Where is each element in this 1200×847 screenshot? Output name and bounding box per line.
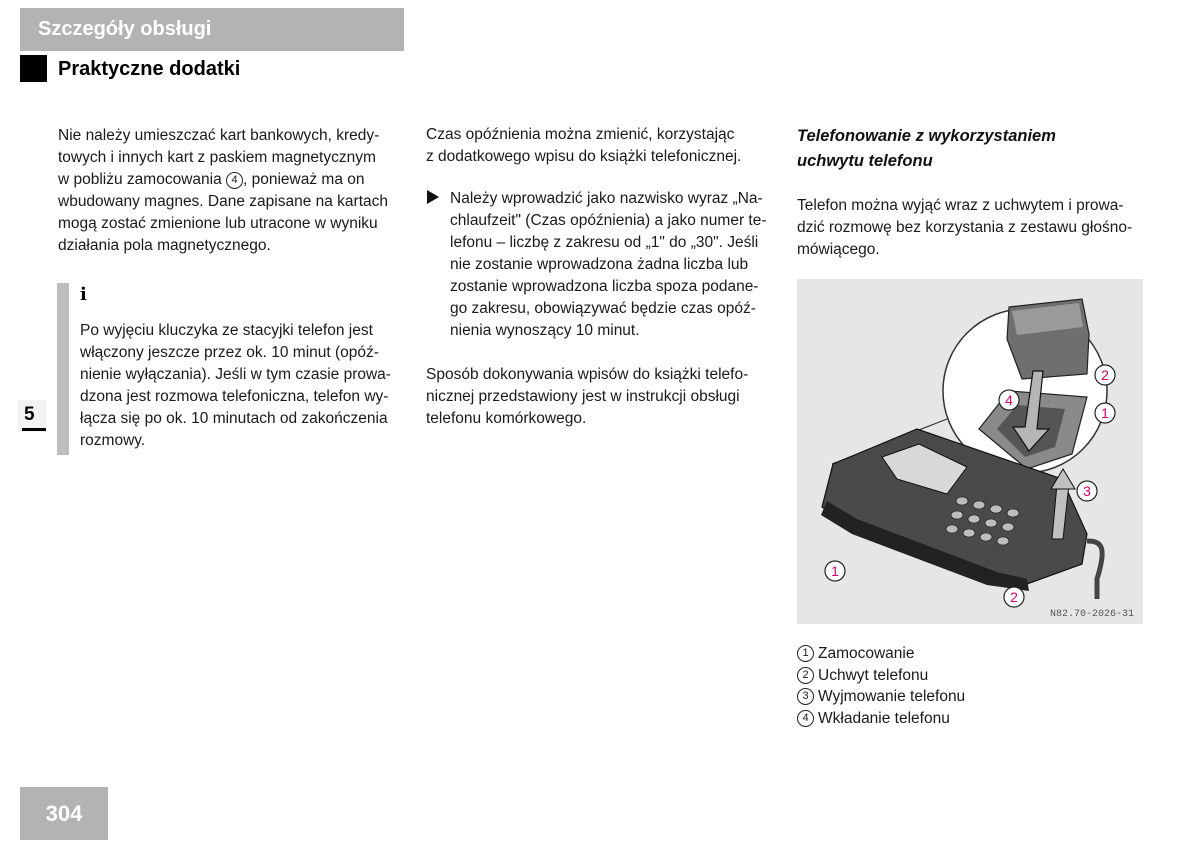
legend-number: 2 — [797, 667, 814, 684]
text-line: mówiącego. — [797, 241, 880, 258]
callout-label: 4 — [1005, 392, 1013, 408]
text-line: chlaufzeit" (Czas opóźnienia) a jako numer te- — [450, 212, 767, 229]
bullet-arrow-icon — [427, 190, 439, 204]
info-box-bar — [57, 283, 69, 455]
text-line: nie zostanie wprowadzona żadna liczba lub — [450, 256, 749, 273]
legend-item — [797, 665, 965, 687]
heading-line: uchwytu telefonu — [797, 152, 933, 170]
text-line: wbudowany magnes. Dane zapisane na kartach — [58, 193, 389, 210]
text-line: dzona jest rozmowa telefoniczna, telefon wy- — [80, 388, 389, 405]
text-line: rozmowy. — [80, 432, 146, 449]
callout-label: 2 — [1010, 589, 1018, 605]
header-title: Szczegóły obsługi — [38, 18, 212, 40]
phone-holder-drawing — [797, 279, 1143, 624]
callout-label: 3 — [1083, 483, 1091, 499]
magnet-warning-paragraph — [58, 125, 404, 257]
info-icon: i — [80, 284, 87, 305]
text-fragment: w pobliżu zamocowania — [58, 171, 222, 188]
legend-number: 4 — [797, 710, 814, 727]
callout-label: 1 — [831, 563, 839, 579]
text-line: nicznej przedstawiony jest w instrukcji obsługi — [426, 388, 740, 405]
text-line: mogą zostać zmienione lub utracone w wyniku — [58, 215, 378, 232]
text-line-with-ref — [58, 169, 404, 191]
legend-number: 3 — [797, 688, 814, 705]
figure-code: N82.70-2026-31 — [1050, 609, 1135, 620]
text-line: nienie wyłączania). Jeśli w tym czasie prowa- — [80, 366, 391, 383]
text-line: Sposób dokonywania wpisów do książki telefo- — [426, 366, 749, 383]
legend-item — [797, 643, 965, 665]
legend-label: Uchwyt telefonu — [818, 666, 929, 684]
heading-line: Telefonowanie z wykorzystaniem — [797, 127, 1056, 145]
callout-label: 1 — [1101, 405, 1109, 421]
chapter-underline — [22, 428, 46, 431]
phone-cable — [1087, 541, 1102, 599]
holder-paragraph — [797, 195, 1142, 261]
text-line: nienia wynoszący 10 minut. — [450, 322, 640, 339]
text-line: telefonu komórkowego. — [426, 410, 587, 427]
text-line: Czas opóźnienia można zmienić, korzystając — [426, 126, 735, 143]
instruction-step — [450, 188, 776, 342]
text-line: Należy wprowadzić jako nazwisko wyraz „Na- — [450, 190, 763, 207]
text-line: z dodatkowego wpisu do książki telefonicznej. — [426, 148, 742, 165]
text-line: lefonu – liczbę z zakresu od „1" do „30". Jeśli — [450, 234, 759, 251]
page-number: 304 — [45, 801, 83, 826]
text-line: Nie należy umieszczać kart bankowych, kredy- — [58, 127, 380, 144]
text-line: łącza się po ok. 10 minutach od zakończenia — [80, 410, 388, 427]
delay-intro-paragraph — [426, 124, 776, 168]
text-line: włączony jeszcze przez ok. 10 minut (opóź- — [80, 344, 379, 361]
legend-label: Zamocowanie — [818, 645, 915, 662]
figure-legend — [797, 643, 965, 729]
legend-label: Wkładanie telefonu — [818, 709, 950, 727]
text-line: dzić rozmowę bez korzystania z zestawu głośno- — [797, 219, 1133, 236]
ref-number-badge: 4 — [226, 172, 243, 189]
phonebook-note-paragraph — [426, 364, 776, 430]
subsection-heading — [797, 124, 1142, 174]
text-fragment: , ponieważ ma on — [243, 171, 365, 188]
legend-item — [797, 708, 965, 730]
chapter-number: 5 — [24, 404, 35, 425]
section-marker — [20, 55, 47, 82]
section-title: Praktyczne dodatki — [58, 58, 241, 80]
info-box-text — [80, 320, 404, 452]
text-line: towych i innych kart z paskiem magnetycznym — [58, 149, 376, 166]
legend-number: 1 — [797, 645, 814, 662]
text-line: Po wyjęciu kluczyka ze stacyjki telefon jest — [80, 322, 373, 339]
phone-holder-illustration — [797, 279, 1143, 624]
text-line: go zakresu, obowiązywać będzie czas opóź- — [450, 300, 756, 317]
text-line: działania pola magnetycznego. — [58, 237, 271, 254]
legend-item — [797, 686, 965, 708]
legend-label: Wyjmowanie telefonu — [818, 688, 966, 705]
callout-label: 2 — [1101, 367, 1109, 383]
text-line: zostanie wprowadzona liczba spoza podane- — [450, 278, 759, 295]
text-line: Telefon można wyjąć wraz z uchwytem i prowa- — [797, 197, 1124, 214]
